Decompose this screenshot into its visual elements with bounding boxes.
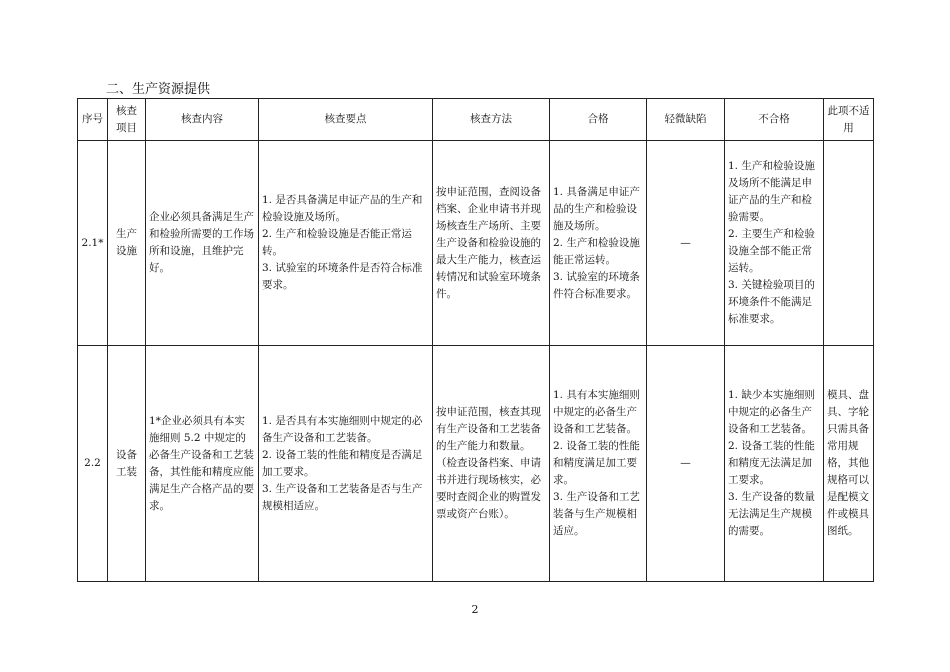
header-pass: 合格 bbox=[550, 99, 647, 141]
row-pass bbox=[550, 346, 647, 582]
pass-line: 1. 具有本实施细则中规定的必备生产设备和工艺装备。 bbox=[553, 389, 640, 435]
row-minor: — bbox=[647, 346, 725, 582]
point-line: 1. 是否具有本实施细则中规定的必备生产设备和工艺装备。 bbox=[262, 414, 423, 444]
fail-line: 1. 生产和检验设施及场所不能满足申证产品的生产和检验需要。 bbox=[728, 160, 815, 223]
row-item: 设备工装 bbox=[108, 346, 146, 582]
row-no: 2.2 bbox=[78, 346, 108, 582]
row-method: 按申证范围，核查其现有生产设备和工艺装备的生产能力和数量。（检查设备档案、申请书并进行现场核实，必要时查阅企业的购置发票或资产台账）。 bbox=[433, 346, 550, 582]
table-row bbox=[78, 346, 874, 582]
row-no: 2.1* bbox=[78, 141, 108, 346]
table-row bbox=[78, 141, 874, 346]
row-pass bbox=[550, 141, 647, 346]
section-title: 二、生产资源提供 bbox=[106, 82, 211, 97]
row-fail bbox=[725, 346, 824, 582]
header-method: 核查方法 bbox=[433, 99, 550, 141]
point-line: 2. 设备工装的性能和精度是否满足加工要求。 bbox=[262, 448, 423, 478]
pass-line: 3. 试验室的环境条件符合标准要求。 bbox=[553, 270, 640, 300]
row-na bbox=[824, 141, 874, 346]
header-no: 序号 bbox=[78, 99, 108, 141]
row-points bbox=[259, 141, 433, 346]
row-minor: — bbox=[647, 141, 725, 346]
header-na: 此项不适用 bbox=[824, 99, 874, 141]
pass-line: 3. 生产设备和工艺装备与生产规模相适应。 bbox=[553, 491, 640, 537]
fail-line: 1. 缺少本实施细则中规定的必备生产设备和工艺装备。 bbox=[728, 389, 815, 435]
fail-line: 2. 主要生产和检验设施全部不能正常运转。 bbox=[728, 228, 815, 274]
row-item: 生产设施 bbox=[108, 141, 146, 346]
fail-line: 2. 设备工装的性能和精度无法满足加工要求。 bbox=[728, 440, 815, 486]
row-points bbox=[259, 346, 433, 582]
pass-line: 2. 生产和检验设施能正常运转。 bbox=[553, 236, 640, 266]
pass-line: 1. 具备满足申证产品的生产和检验设施及场所。 bbox=[553, 185, 640, 232]
point-line: 1. 是否具备满足申证产品的生产和检验设施及场所。 bbox=[262, 194, 423, 223]
page-number: 2 bbox=[471, 603, 479, 616]
row-content: 1*企业必须具有本实施细则 5.2 中规定的必备生产设备和工艺装备，其性能和精度应能满足生产合格产品的要求。 bbox=[146, 346, 259, 582]
header-minor: 轻微缺陷 bbox=[647, 99, 725, 141]
point-line: 2. 生产和检验设施是否能正常运转。 bbox=[262, 228, 412, 257]
fail-line: 3. 生产设备的数量无法满足生产规模的需要。 bbox=[728, 491, 815, 537]
fail-line: 3. 关键检验项目的环境条件不能满足标准要求。 bbox=[728, 279, 815, 325]
header-fail: 不合格 bbox=[725, 99, 824, 141]
pass-line: 2. 设备工装的性能和精度满足加工要求。 bbox=[553, 440, 640, 486]
row-content: 企业必须具备满足生产和检验所需要的工作场所和设施，且维护完好。 bbox=[146, 141, 259, 346]
inspection-table bbox=[77, 98, 874, 582]
row-na: 模具、盘具、字轮只需具备常用规格，其他规格可以是配模文件或模具图纸。 bbox=[824, 346, 874, 582]
header-item: 核查项目 bbox=[108, 99, 146, 141]
header-points: 核查要点 bbox=[259, 99, 433, 141]
row-fail bbox=[725, 141, 824, 346]
table-header-row bbox=[78, 99, 874, 141]
point-line: 3. 试验室的环境条件是否符合标准要求。 bbox=[262, 262, 423, 291]
point-line: 3. 生产设备和工艺装备是否与生产规模相适应。 bbox=[262, 482, 423, 512]
row-method: 按申证范围，查阅设备档案、企业申请书并现场核查生产场所、主要生产设备和检验设施的最大生产能力，核查运转情况和试验室环境条件。 bbox=[433, 141, 550, 346]
header-content: 核查内容 bbox=[146, 99, 259, 141]
